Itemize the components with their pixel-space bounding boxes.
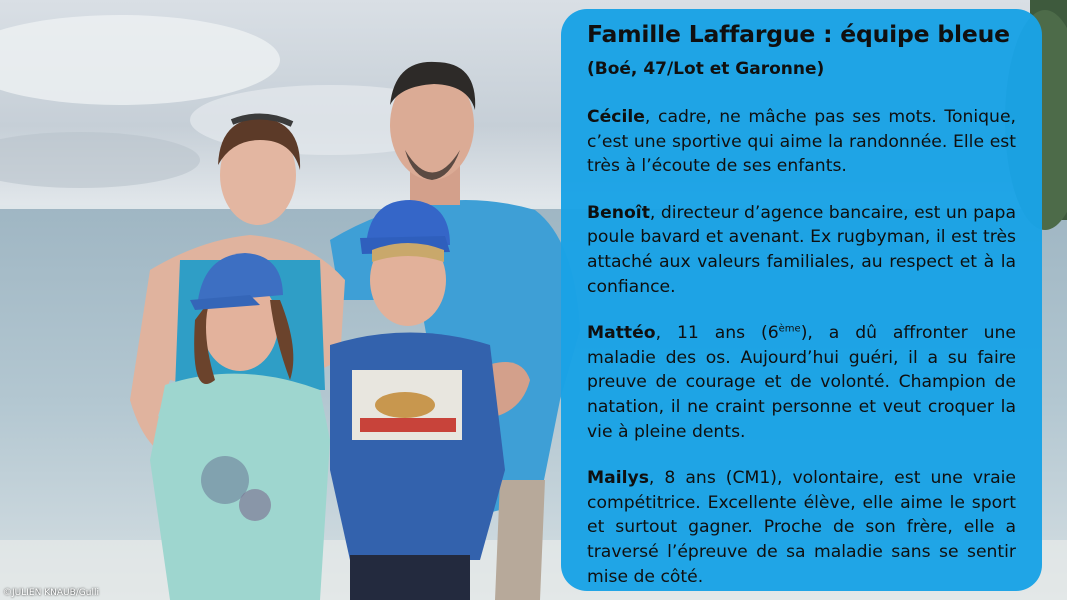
member-name: Benoît xyxy=(587,202,650,223)
member-paragraph-benoit xyxy=(587,201,1016,299)
family-card xyxy=(561,9,1042,591)
member-paragraph-cecile xyxy=(587,105,1016,179)
card-title: Famille Laffargue : équipe bleue xyxy=(587,20,1010,48)
member-paragraph-matteo xyxy=(587,321,1016,444)
member-description-start: , 11 ans (6 xyxy=(655,323,779,344)
member-name: Mattéo xyxy=(587,323,656,344)
member-description: ), a dû affronter une maladie des os. Aujourd’hui guéri, il a su faire preuve de courage et de volonté. Champion de natation, il ne craint personne et veut croquer la vie à pleine dents. xyxy=(587,323,1016,442)
member-description: , cadre, ne mâche pas ses mots. Tonique, c’est une sportive qui aime la randonnée. Elle est très à l’écoute de ses enfants. xyxy=(587,107,1016,177)
grade-superscript: ème xyxy=(778,323,801,335)
member-paragraph-mailys xyxy=(587,466,1016,589)
member-name: Cécile xyxy=(587,107,645,127)
photo-credit: ©JULIEN KNAUB/Gulli xyxy=(3,588,99,598)
member-description: , 8 ans (CM1), volontaire, est une vraie compétitrice. Excellente élève, elle aime le sport et surtout gagner. Proche de son frère, elle a traversé l’épreuve de sa maladie sans se sentir mise de côté. xyxy=(587,468,1016,587)
member-name: Mailys xyxy=(587,468,649,489)
card-subtitle: (Boé, 47/Lot et Garonne) xyxy=(587,59,825,79)
member-description: , directeur d’agence bancaire, est un papa poule bavard et avenant. Ex rugbyman, il est très attaché aux valeurs familiales, au respect et à la confiance. xyxy=(587,202,1016,297)
